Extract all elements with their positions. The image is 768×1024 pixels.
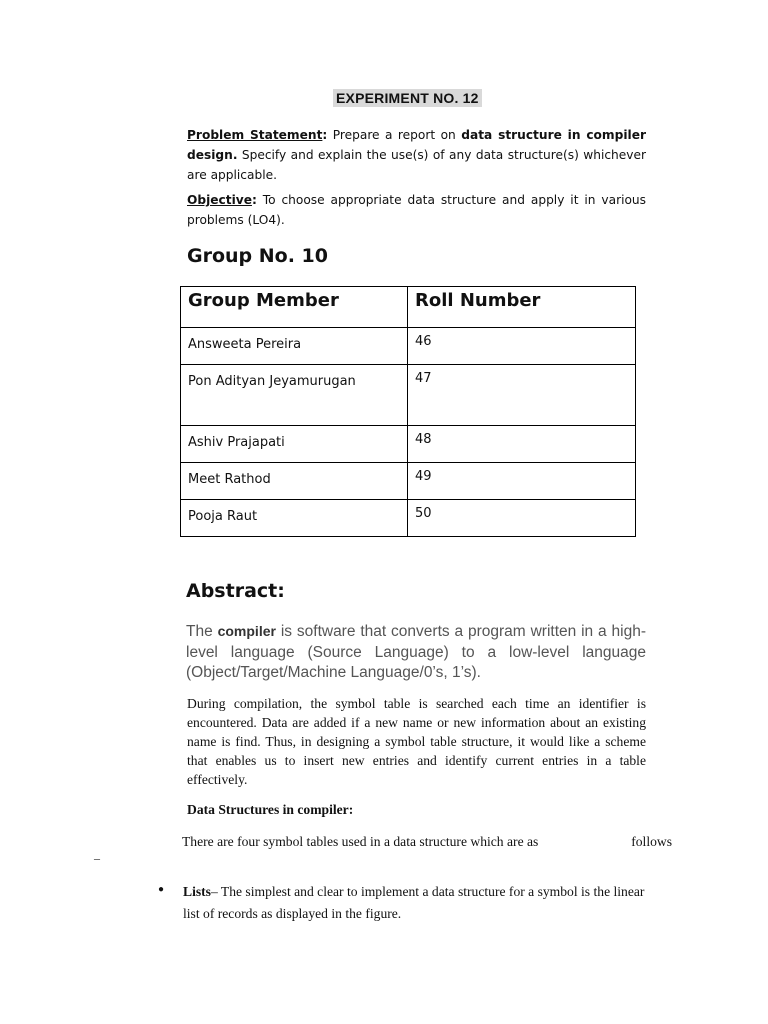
member-name: Answeeta Pereira bbox=[181, 328, 408, 365]
table-row bbox=[181, 463, 636, 500]
group-heading: Group No. 10 bbox=[187, 245, 328, 267]
problem-statement bbox=[187, 125, 646, 185]
abstract-intro bbox=[186, 621, 646, 684]
member-name: Pooja Raut bbox=[181, 500, 408, 537]
objective-colon: : bbox=[251, 193, 257, 207]
table-header-row bbox=[181, 287, 636, 328]
table-row bbox=[181, 365, 636, 426]
table-row bbox=[181, 500, 636, 537]
bullet-icon: ● bbox=[158, 884, 165, 895]
member-name: Meet Rathod bbox=[181, 463, 408, 500]
data-structures-heading: Data Structures in compiler: bbox=[187, 802, 354, 817]
data-structures-intro-left: There are four symbol tables used in a data structure which are as bbox=[182, 834, 539, 849]
lists-text: – The simplest and clear to implement a data structure for a symbol is the linear list of records as displayed in the figure. bbox=[183, 884, 645, 921]
group-members-table bbox=[180, 286, 636, 537]
lists-label: Lists bbox=[183, 884, 211, 899]
member-roll: 50 bbox=[408, 500, 636, 537]
experiment-title: EXPERIMENT NO. 12 bbox=[333, 89, 482, 107]
dash-mark: – bbox=[94, 851, 100, 865]
data-structures-intro-right: follows bbox=[631, 834, 672, 849]
table-row bbox=[181, 328, 636, 365]
objective bbox=[187, 190, 646, 230]
problem-statement-label: Problem Statement bbox=[187, 128, 323, 142]
member-roll: 47 bbox=[408, 365, 636, 426]
member-name: Ashiv Prajapati bbox=[181, 426, 408, 463]
header-group-member: Group Member bbox=[181, 287, 408, 328]
abstract-intro-1: The bbox=[186, 623, 218, 640]
abstract-heading: Abstract: bbox=[186, 580, 285, 602]
header-roll-number: Roll Number bbox=[408, 287, 636, 328]
lists-item bbox=[183, 881, 653, 925]
member-roll: 46 bbox=[408, 328, 636, 365]
abstract-paragraph: During compilation, the symbol table is searched each time an identifier is encountered. Data are added if a new name or new information about an existing name is find. Thus, in designing a symbol table structure, it would like a scheme that enables us to insert new entries and identify current entries in a table effectively. bbox=[187, 696, 646, 787]
member-roll: 49 bbox=[408, 463, 636, 500]
problem-text-1: Prepare a report on bbox=[327, 128, 462, 142]
problem-colon: : bbox=[322, 128, 328, 142]
objective-label: Objective bbox=[187, 193, 252, 207]
data-structures-intro bbox=[182, 834, 672, 850]
abstract-intro-bold: compiler bbox=[217, 623, 276, 639]
member-name: Pon Adityan Jeyamurugan bbox=[181, 365, 408, 426]
objective-text: To choose appropriate data structure and apply it in various problems (LO4). bbox=[187, 193, 646, 227]
problem-bold-text: data structure in compiler design. bbox=[187, 128, 646, 162]
member-roll: 48 bbox=[408, 426, 636, 463]
table-row bbox=[181, 426, 636, 463]
abstract-intro-2: is software that converts a program written in a high-level language (Source Language) to a low-level language (Object/Target/Machine Language/0’s, 1’s). bbox=[186, 623, 647, 681]
problem-text-2: Specify and explain the use(s) of any data structure(s) whichever are applicable. bbox=[187, 148, 646, 182]
